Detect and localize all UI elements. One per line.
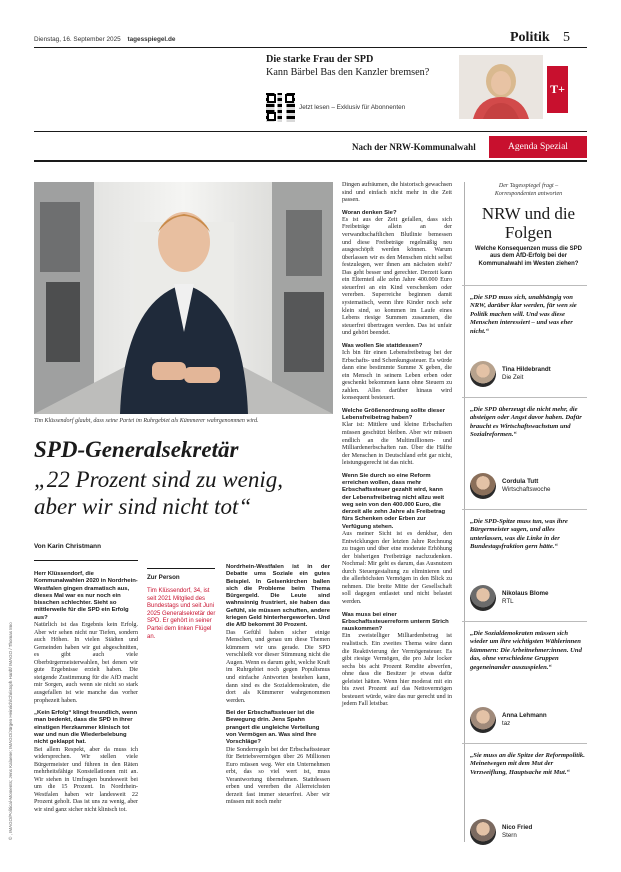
- date-text: Dienstag, 16. September 2025: [34, 36, 121, 43]
- sidebar-intro-2: Korrespondenten antworten: [494, 190, 563, 197]
- col1-question-0: Herr Klüssendorf, die Kommunalwahlen 2020 in Nordrhein-Westfalen gingen dramatisch aus, dieses Mal war es nur noch ein bisschen schlechter. Sieht so mittlerweile für die SPD ein Erfolg aus?: [34, 571, 138, 621]
- col1-rule: [34, 560, 138, 561]
- correspondent-outlet: Die Zeit: [502, 374, 524, 381]
- correspondent-row: [470, 707, 547, 733]
- headline-line-1: „22 Prozent sind zu wenig,: [34, 467, 283, 492]
- correspondent-entry: [462, 621, 587, 743]
- sidebar-entries: [462, 285, 587, 855]
- col4-question-1: Woran denken Sie?: [342, 209, 397, 216]
- sidebar-intro-1: Der Tagesspiegel fragt –: [498, 183, 559, 189]
- photo-credit: © , IMAGO/Political-Moments; Jens Kalaene; IMAGO/Jürgen Heinrich/Christoph Hardt/ IMAGO / Thomas Imo: [8, 622, 13, 840]
- correspondent-name: Tina Hildebrandt: [502, 366, 551, 373]
- header-date: [34, 36, 175, 43]
- sidebar-intro: [470, 183, 587, 198]
- person-box-title: Zur Person: [147, 574, 180, 581]
- correspondent-outlet: taz: [502, 720, 511, 727]
- avatar: [470, 585, 496, 611]
- correspondent-entry: [462, 509, 587, 621]
- col4-paragraph-10: Ein zweistelliger Milliardenbetrag ist realistisch. Ein zweites Thema wäre dann die Reaktivierung der Vermögensteuer. Es gibt riesige Vermögen, die pro Jahr locker sechs bis acht Prozent Rendite abwerfen, ohne dass die Besitzer je etwas dafür geleistet hätten. Wenn hier moderat mit ein bis zwei Prozent auf das Nettovermögen besteuert würde, wäre das nur gerecht und in jedem Fall leistbar.: [342, 633, 452, 708]
- avatar: [470, 707, 496, 733]
- promo-subtitle[interactable]: Kann Bärbel Bas den Kanzler bremsen?: [266, 67, 430, 78]
- section-rule-top: [34, 131, 587, 132]
- correspondent-entry: [462, 285, 587, 397]
- sidebar-title-1: NRW und die: [481, 204, 576, 223]
- promo-portrait: [459, 55, 543, 119]
- correspondent-quote: „Die SPD muss sich, unabhängig von NRW, darüber klar werden, für wen sie Politik machen will. Und was diese Menschen interessiert – und was eher nicht.“: [470, 294, 577, 335]
- sidebar-question: Welche Konsequenzen muss die SPD aus dem AfD-Erfolg bei der Kommunalwahl im Westen ziehen?: [475, 246, 582, 267]
- col1-paragraph-3: Bei allem Respekt, aber da muss ich widersprechen. Wir stellen viele Bürgermeister und führen in den Räten mehrheitsfähige Konstellationen mit an. Wir stehen in Umfragen bundesweit bei um die 15 Prozent. In Nordrhein-Westfalen haben wir landesweit 22 Prozent geholt. Das ist uns zu wenig, aber wir sind ganz sicher nicht klinisch tot.: [34, 746, 138, 813]
- col1-paragraph-1: Natürlich ist das Ergebnis kein Erfolg. Aber wir sehen nicht nur Tiefen, sondern auch Höhen. In vielen Städten und Gemeinden haben wir gut abgeschnitten, es gibt auch viele Oberbürgermeisterwahlen, bei denen wir gute Ergebnisse erzielt haben. Die steigende Zustimmung für die AfD macht mir Sorgen, auch wenn sie nicht so stark ausgefallen ist wie manche das vorher prophezeit haben.: [34, 622, 138, 704]
- tplus-label: T+: [550, 82, 565, 96]
- avatar: [470, 361, 496, 387]
- correspondent-row: [470, 473, 550, 499]
- section-name: Politik: [510, 30, 550, 45]
- col3-paragraph-1: Das Gefühl haben sicher einige Menschen, und genau um diese Themen kümmern wir uns gerade. Die SPD verschließt vor dieser Stimmung nicht die Augen. Wenn es darum geht, welche Kraft im Ruhrgebiet noch gegen Populismus und einfache Antworten bestehen kann, dann sind es die Sozialdemokraten, die dort als Kümmerer wahrgenommen werden.: [226, 629, 330, 704]
- col3-question-2: Bei der Erbschaftssteuer ist die Bewegung drin. Jens Spahn prangert die ungleiche Verteilung von Vermögen an. Was sind Ihre Vorschläge?: [226, 710, 320, 746]
- article-column-4: [342, 182, 452, 709]
- agenda-tag-label: Agenda Spezial: [508, 142, 568, 152]
- correspondent-name: Nikolaus Blome: [502, 590, 549, 597]
- correspondent-row: [470, 361, 551, 387]
- correspondent-row: [470, 585, 548, 611]
- col4-question-7: Wenn Sie durch so eine Reform erreichen wollen, dass mehr Erbschaftssteuer gezahlt wird, kann der Lebensfreibetrag nicht allzu weit weg sein von den 400.000 Euro, die derzeit alle zehn Jahre als Freibetrag fürs Schenken oder Erben zur Verfügung stehen.: [342, 472, 446, 530]
- site-link[interactable]: tagesspiegel.de: [127, 36, 176, 43]
- col2-rule: [147, 568, 215, 569]
- correspondent-row: [470, 819, 532, 845]
- byline: Von Karin Christmann: [34, 543, 101, 550]
- qr-code[interactable]: [266, 93, 295, 122]
- correspondent-entry: [462, 397, 587, 509]
- sidebar-title: [470, 204, 587, 242]
- col4-question-3: Was wollen Sie stattdessen?: [342, 342, 423, 349]
- kicker: SPD-Generalsekretär: [34, 437, 239, 462]
- correspondent-name: Nico Fried: [502, 824, 533, 831]
- person-box-text: Tim Klüssendorf, 34, ist seit 2021 Mitglied des Bundestags und seit Juni 2025 Generalsekretär der SPD. Er gehört in seiner Partei dem linken Flügel an.: [147, 588, 216, 640]
- col3-paragraph-0: Nordrhein-Westfalen ist in der Debatte ums Soziale ein gutes Beispiel. In Gelsenkirchen ballen sich die Probleme beim Thema Bürgergeld. Die Leute sind wahnsinnig frustriert, sie haben das Gefühl, sie müssen schuften, andere kriegen Geld hinterhergeworfen. Und die AfD bekommt 30 Prozent.: [226, 564, 330, 629]
- col4-paragraph-4: Ich bin für einen Lebensfreibetrag bei der Erbschafts- und Schenkungssteuer. Es würde dann eine bestimmte Summe X geben, die ein Mensch in seinem Leben erben oder geschenkt bekommen kann ohne Steuern zu zahlen. Alles darüber hinaus wird konsequent besteuert.: [342, 349, 452, 402]
- avatar: [470, 819, 496, 845]
- article-column-1: [34, 566, 138, 815]
- promo-cta[interactable]: Jetzt lesen – Exklusiv für Abonnenten: [299, 104, 406, 111]
- section-label: Nach der NRW-Kommunalwahl: [352, 142, 476, 152]
- tplus-badge[interactable]: [547, 66, 568, 113]
- article-column-3: [226, 564, 330, 807]
- correspondent-quote: „Die SPD-Spitze muss tun, was ihre Bürgermeister sagen, und alles unterlassen, was die Linke in der Bundestagsfraktion gern hätte.“: [470, 518, 568, 551]
- page-number: 5: [563, 30, 570, 45]
- col4-paragraph-2: Es ist aus der Zeit gefallen, dass sich Freibeträge allein an der verwandtschaftlichen Blutlinie bemessen und diese Freibeträge regelmäßig neu ausgeschöpft werden können. Warum überlassen wir es den Menschen nicht selbst festzulegen, wer ihnen am nächsten steht? Das geht besser und gerechter. Derzeit kann ein Elternteil alle zehn Jahre 400.000 Euro steuerfrei an ein Kind verschenken oder vererben. Superreiche beginnen damit systematisch, wenn ihre Kinder noch sehr klein sind, so kommen im Laufe eines Lebens riesige Summen zusammen, die steuerfrei übertragen werden. Das ist unfair und gehört beendet.: [342, 216, 452, 337]
- correspondent-quote: „Die SPD überzeugt die nicht mehr, die absteigen oder Angst davor haben. Dafür braucht es Wirtschaftswachstum und Sozialreformen.“: [470, 406, 582, 439]
- header-rule: [34, 47, 587, 48]
- correspondent-name: Cordula Tutt: [502, 478, 539, 485]
- correspondent-outlet: Stern: [502, 832, 517, 839]
- avatar: [470, 473, 496, 499]
- col4-paragraph-6: Klar ist: Mittlere und kleine Erbschaften müssen geschützt bleiben. Aber wir müssen endlich an die Multimillionen- und Milliardenerbschaften ran. Über die Hälfte der Menschen in Deutschland erbt gar nicht, leistungsgerecht ist das nicht.: [342, 422, 452, 467]
- correspondent-outlet: RTL: [502, 598, 514, 605]
- correspondent-quote: „Die Sozialdemokraten müssen sich wieder um ihre wichtigsten Wählerinnen kümmern: Die Arbeitnehmer:innen. Und das, ohne verschiedene Gruppen gegeneinander auszuspielen.“: [470, 630, 582, 671]
- sidebar-title-2: Folgen: [504, 223, 553, 242]
- correspondent-outlet: Wirtschaftswoche: [502, 486, 551, 493]
- headline-line-2: aber wir sind nicht tot“: [34, 494, 252, 519]
- col4-paragraph-0: Dingen aufräumen, die historisch gewachsen sind und einfach nicht mehr in die Zeit passen.: [342, 182, 452, 204]
- col4-question-5: Welche Größenordnung sollte dieser Lebensfreibetrag haben?: [342, 407, 445, 422]
- agenda-tag[interactable]: [489, 136, 587, 158]
- col1-question-2: „Kein Erfolg“ klingt freundlich, wenn man bedenkt, dass die SPD in ihrer einstigen Herzkammer klinisch tot war und nun die Wiederbelebung nicht geklappt hat.: [34, 710, 138, 746]
- col4-question-9: Was muss bei einer Erbschaftssteuerreform unterm Strich rauskommen?: [342, 611, 449, 633]
- correspondent-entry: [462, 743, 587, 855]
- col4-paragraph-8: Aus meiner Sicht ist es denkbar, den Entwicklungen der letzten Jahre Rechnung zu tragen und über eine moderate Erhöhung der bisherigen Freibeträge nachzudenken. Nochmal: Mir geht es darum, das Ausnutzen durch Steuergestaltung zu eliminieren und die allerhöchsten Vermögen in den Blick zu nehmen. Die breite Mitte der Gesellschaft soll dagegen entlastet und nicht belastet werden.: [342, 531, 452, 605]
- main-photo: [34, 182, 333, 414]
- promo-title[interactable]: Die starke Frau der SPD: [266, 54, 374, 65]
- col3-paragraph-3: Die Sonderregeln bei der Erbschaftssteuer für Betriebsvermögen über 26 Millionen Euro müssen weg. Wer ein Unternehmen erbt, das so viel wert ist, muss Verantwortung übernehmen. Stattdessen erben und vererben die Allerreichsten derzeit fast immer steuerfrei. Aber wir müssen mit noch mehr: [226, 746, 330, 806]
- section-rule-bottom: [34, 160, 587, 162]
- correspondent-name: Anna Lehmann: [502, 712, 547, 719]
- photo-caption: Tim Klüssendorf glaubt, dass seine Partei im Ruhrgebiet als Kümmerer wahrgenommen wird.: [34, 418, 259, 424]
- correspondent-quote: „Sie muss an die Spitze der Reformpolitik. Meinetwegen mit dem Mut der Verzweiflung, Hauptsache mit Mut.“: [470, 752, 585, 776]
